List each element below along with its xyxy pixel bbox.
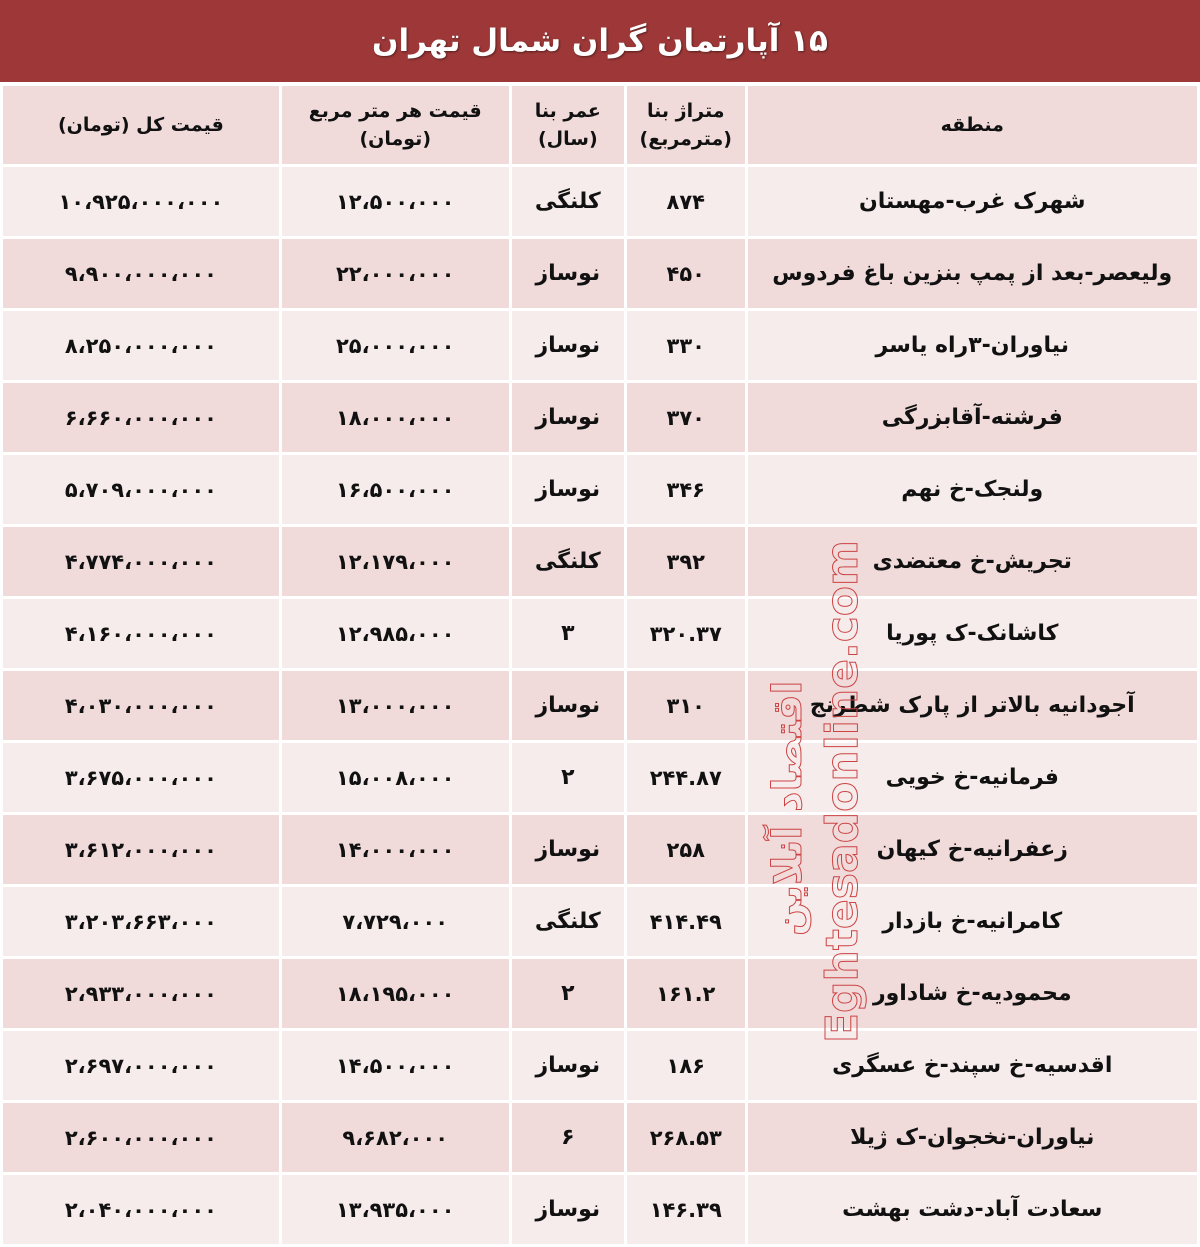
cell-age: نوساز [512,671,624,740]
cell-area: ۳۴۶ [627,455,744,524]
cell-region: کاشانک-ک پوریا [748,599,1198,668]
cell-total-price: ۲،۹۳۳،۰۰۰،۰۰۰ [3,959,279,1028]
cell-region: زعفرانیه-خ کیهان [748,815,1198,884]
cell-age: نوساز [512,383,624,452]
cell-age: کلنگی [512,527,624,596]
cell-total-price: ۶،۶۶۰،۰۰۰،۰۰۰ [3,383,279,452]
title-bar [0,0,1200,82]
header-region: منطقه [748,86,1198,164]
page-title: ۱۵ آپارتمان گران شمال تهران [372,23,828,59]
cell-price-per-meter: ۱۸،۰۰۰،۰۰۰ [282,383,509,452]
cell-area: ۳۱۰ [627,671,744,740]
cell-price-per-meter: ۹،۶۸۲،۰۰۰ [282,1103,509,1172]
cell-total-price: ۱۰،۹۲۵،۰۰۰،۰۰۰ [3,167,279,236]
cell-area: ۳۲۰.۳۷ [627,599,744,668]
cell-region: محمودیه-خ شاداور [748,959,1198,1028]
cell-price-per-meter: ۱۴،۵۰۰،۰۰۰ [282,1031,509,1100]
table-row [3,599,1197,668]
cell-area: ۲۶۸.۵۳ [627,1103,744,1172]
cell-area: ۱۴۶.۳۹ [627,1175,744,1244]
table-row [3,743,1197,812]
cell-region: ولیعصر-بعد از پمپ بنزین باغ فردوس [748,239,1198,308]
cell-total-price: ۳،۶۱۲،۰۰۰،۰۰۰ [3,815,279,884]
cell-total-price: ۳،۶۷۵،۰۰۰،۰۰۰ [3,743,279,812]
header-price-per-meter: قیمت هر متر مربع (تومان) [282,86,509,164]
cell-area: ۳۹۲ [627,527,744,596]
table-body [3,167,1197,1244]
cell-age: نوساز [512,239,624,308]
cell-region: تجریش-خ معتضدی [748,527,1198,596]
cell-price-per-meter: ۱۲،۵۰۰،۰۰۰ [282,167,509,236]
cell-region: نیاوران-۳راه یاسر [748,311,1198,380]
cell-age: نوساز [512,311,624,380]
cell-area: ۴۵۰ [627,239,744,308]
cell-area: ۳۳۰ [627,311,744,380]
cell-region: فرشته-آقابزرگی [748,383,1198,452]
cell-area: ۴۱۴.۴۹ [627,887,744,956]
table-row [3,239,1197,308]
cell-age: نوساز [512,1175,624,1244]
cell-age: ۲ [512,743,624,812]
cell-total-price: ۴،۰۳۰،۰۰۰،۰۰۰ [3,671,279,740]
cell-price-per-meter: ۱۶،۵۰۰،۰۰۰ [282,455,509,524]
cell-area: ۳۷۰ [627,383,744,452]
cell-age: ۳ [512,599,624,668]
cell-price-per-meter: ۱۵،۰۰۸،۰۰۰ [282,743,509,812]
cell-area: ۲۵۸ [627,815,744,884]
header-age: عمر بنا (سال) [512,86,624,164]
cell-price-per-meter: ۱۴،۰۰۰،۰۰۰ [282,815,509,884]
cell-region: آجودانیه بالاتر از پارک شطرنج [748,671,1198,740]
cell-price-per-meter: ۱۲،۹۸۵،۰۰۰ [282,599,509,668]
cell-price-per-meter: ۲۵،۰۰۰،۰۰۰ [282,311,509,380]
cell-age: ۲ [512,959,624,1028]
table-header-row [3,86,1197,164]
cell-total-price: ۸،۲۵۰،۰۰۰،۰۰۰ [3,311,279,380]
cell-region: اقدسیه-خ سپند-خ عسگری [748,1031,1198,1100]
cell-age: نوساز [512,815,624,884]
table-row [3,527,1197,596]
table-row [3,1175,1197,1244]
cell-total-price: ۹،۹۰۰،۰۰۰،۰۰۰ [3,239,279,308]
cell-total-price: ۳،۲۰۳،۶۶۳،۰۰۰ [3,887,279,956]
table-row [3,311,1197,380]
table-row [3,455,1197,524]
cell-age: کلنگی [512,167,624,236]
cell-area: ۲۴۴.۸۷ [627,743,744,812]
cell-area: ۸۷۴ [627,167,744,236]
cell-region: فرمانیه-خ خویی [748,743,1198,812]
cell-area: ۱۶۱.۲ [627,959,744,1028]
cell-total-price: ۲،۶۹۷،۰۰۰،۰۰۰ [3,1031,279,1100]
cell-region: کامرانیه-خ بازدار [748,887,1198,956]
cell-total-price: ۴،۷۷۴،۰۰۰،۰۰۰ [3,527,279,596]
cell-price-per-meter: ۱۸،۱۹۵،۰۰۰ [282,959,509,1028]
cell-age: کلنگی [512,887,624,956]
cell-region: نیاوران-نخجوان-ک ژیلا [748,1103,1198,1172]
cell-price-per-meter: ۷،۷۲۹،۰۰۰ [282,887,509,956]
table-row [3,167,1197,236]
cell-area: ۱۸۶ [627,1031,744,1100]
cell-total-price: ۵،۷۰۹،۰۰۰،۰۰۰ [3,455,279,524]
cell-price-per-meter: ۱۲،۱۷۹،۰۰۰ [282,527,509,596]
header-total-price: قیمت کل (تومان) [3,86,279,164]
table-row [3,383,1197,452]
table-row [3,959,1197,1028]
cell-total-price: ۴،۱۶۰،۰۰۰،۰۰۰ [3,599,279,668]
cell-age: نوساز [512,1031,624,1100]
cell-total-price: ۲،۰۴۰،۰۰۰،۰۰۰ [3,1175,279,1244]
cell-price-per-meter: ۲۲،۰۰۰،۰۰۰ [282,239,509,308]
cell-total-price: ۲،۶۰۰،۰۰۰،۰۰۰ [3,1103,279,1172]
apartments-table [0,83,1200,1247]
table-row [3,1031,1197,1100]
cell-age: ۶ [512,1103,624,1172]
cell-region: ولنجک-خ نهم [748,455,1198,524]
cell-region: شهرک غرب-مهستان [748,167,1198,236]
cell-price-per-meter: ۱۳،۰۰۰،۰۰۰ [282,671,509,740]
table-row [3,815,1197,884]
header-area: متراژ بنا (مترمربع) [627,86,744,164]
cell-age: نوساز [512,455,624,524]
cell-price-per-meter: ۱۳،۹۳۵،۰۰۰ [282,1175,509,1244]
cell-region: سعادت آباد-دشت بهشت [748,1175,1198,1244]
table-row [3,671,1197,740]
table-row [3,887,1197,956]
table-row [3,1103,1197,1172]
